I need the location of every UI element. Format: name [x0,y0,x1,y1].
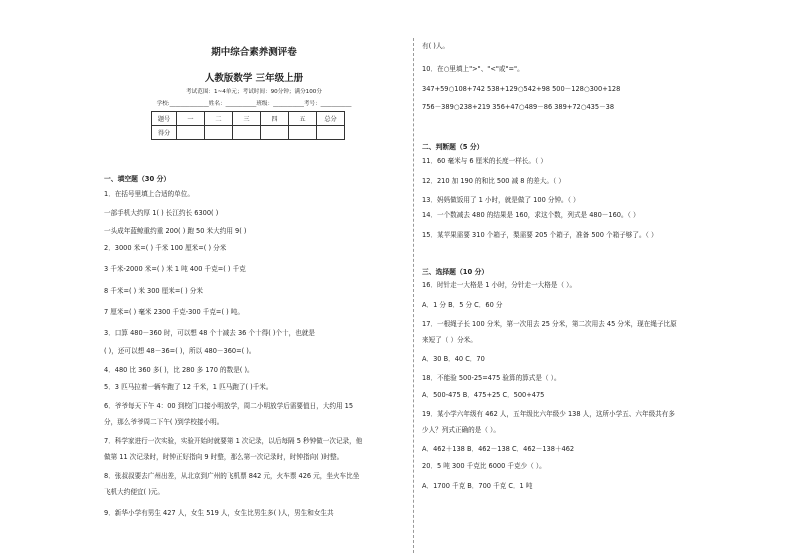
question-line: 2．3000 米=( ) 千米 100 厘米=( ) 分米 [104,244,227,252]
question-line: 3．口算 480－360 时，可以想 48 个十减去 36 个十得( )个十，也就是 [104,329,316,337]
score-table-score-row [152,126,345,140]
question-line: 7．科学家进行一次实验，实验开始时就要第 1 次记录，以后每隔 5 秒钟做一次记录，他 [104,437,363,445]
question-line: 9．新华小学有男生 427 人，女生 519 人，女生比男生多( )人，男生和女生共 [104,509,334,517]
score-header-cell: 三 [233,112,261,126]
score-input-cell[interactable] [289,126,317,140]
question-line: A．500-475 B．475+25 C．500+475 [422,391,545,399]
left-column [104,0,404,560]
score-header-cell: 题号 [152,112,177,126]
question-line: 8 千米=( ) 米 300 厘米=( ) 分米 [104,287,203,295]
exam-subtitle: 人教版数学 三年级上册 [204,73,304,84]
question-line: ( )，还可以想 48－36=( )，所以 480－360=( )。 [104,347,256,355]
section-heading: 二、判断题（5 分） [422,143,484,151]
question-line: 一部手机大约厚 1( ) 长江约长 6300( ) [104,209,219,217]
question-line: 少人？列式正确的是（ ）。 [422,426,500,434]
question-line: 做第 11 次记录时，时钟正好指向 9 时整，那么第一次记录时，时钟指向( )时整。 [104,453,344,461]
column-divider [413,38,414,553]
score-input-cell[interactable] [261,126,289,140]
score-table [151,111,345,140]
score-header-cell: 一 [177,112,205,126]
question-line: 8．张叔叔要去广州出差，从北京到广州的飞机票 842 元，火车票 426 元，坐火车比坐 [104,472,360,480]
question-line: 来短了（ ）分米。 [422,336,477,344]
score-table-header-row [152,112,345,126]
question-line: 1．在括号里填上合适的单位。 [104,190,194,198]
question-line: 7 厘米=( ) 毫米 2300 千克-300 千克=( ) 吨。 [104,308,244,316]
question-line: 17．一根绳子长 100 分米，第一次用去 25 分米，第二次用去 45 分米，现在绳子比原 [422,320,677,328]
score-input-cell[interactable] [177,126,205,140]
question-line: 5．3 匹马拉着一辆车跑了 12 千米，1 匹马跑了( )千米。 [104,383,273,391]
question-line: A．1700 千克 B．700 千克 C．1 吨 [422,482,533,490]
question-line: 10．在○里填上">"、"<"或"="。 [422,65,524,73]
question-line: 分，那么爷爷周二下午( )到学校接小明。 [104,418,224,426]
right-column [422,0,722,560]
question-line: 12．210 加 190 的和比 500 减 8 的差大。（ ） [422,177,565,185]
question-line: 15．某苹果需要 310 个箱子，梨需要 205 个箱子，准备 500 个箱子够了。（ ） [422,231,658,239]
question-line: 一头成年蓝鲸重约重 200( ) 跑 50 米大约用 9( ) [104,227,247,235]
question-line: 347+59○108+742 538+129○542+98 500－128○300+128 [422,85,621,93]
section-heading: 一、填空题（30 分） [104,175,171,183]
question-line: A．1 分 B．5 分 C．60 分 [422,301,503,309]
exam-title: 期中综合素养测评卷 [211,47,297,58]
question-line: A．30 B．40 C．70 [422,355,485,363]
question-line: 13．妈妈做饭用了 1 小时，就是做了 100 分钟。（ ） [422,196,580,204]
question-line: 14．一个数减去 480 的结果是 160，求这个数，列式是 480－160。（ ） [422,211,640,219]
question-line: 4．480 比 360 多( )，比 280 多 170 的数是( )。 [104,366,254,374]
score-header-cell: 四 [261,112,289,126]
question-line: 756－389○238+219 356+47○489－86 389+72○435－38 [422,103,615,111]
question-line: 19．某小学六年级有 462 人，五年级比六年级少 138 人，这所小学五、六年级共有多 [422,410,675,418]
score-header-cell: 二 [205,112,233,126]
question-line: 飞机大约便宜( )元。 [104,488,164,496]
section-heading: 三、选择题（10 分） [422,268,489,276]
score-input-cell[interactable] [317,126,345,140]
question-line: 18．不能验 500-25=475 验算的算式是（ ）。 [422,374,561,382]
exam-info: 考试范围：1~4单元；考试时间：90分钟；满分100分 [186,89,322,95]
question-line: 6．爷爷每天下午 4：00 到校门口接小明放学，周二小明放学后需要值日，大约用 15 [104,402,354,410]
question-line: A．462＋138 B．462－138 C．462－138＋462 [422,445,575,453]
question-line: 11．60 毫米与 6 厘米的长度一样长。（ ） [422,157,547,165]
question-line: 有( )人。 [422,42,450,50]
student-info-line: 学校:______________姓名：___________班级：___________考号：___________ [156,101,352,107]
score-row-label: 得分 [152,126,177,140]
question-line: 20．5 吨 300 千克比 6000 千克少（ ）。 [422,462,546,470]
question-line: 16．时针走一大格是 1 小时，分针走一大格是（ ）。 [422,281,577,289]
question-line: 3 千米-2000 米=( ) 米 1 吨 400 千克=( ) 千克 [104,265,246,273]
score-input-cell[interactable] [233,126,261,140]
score-header-cell: 五 [289,112,317,126]
score-header-cell: 总分 [317,112,345,126]
score-input-cell[interactable] [205,126,233,140]
